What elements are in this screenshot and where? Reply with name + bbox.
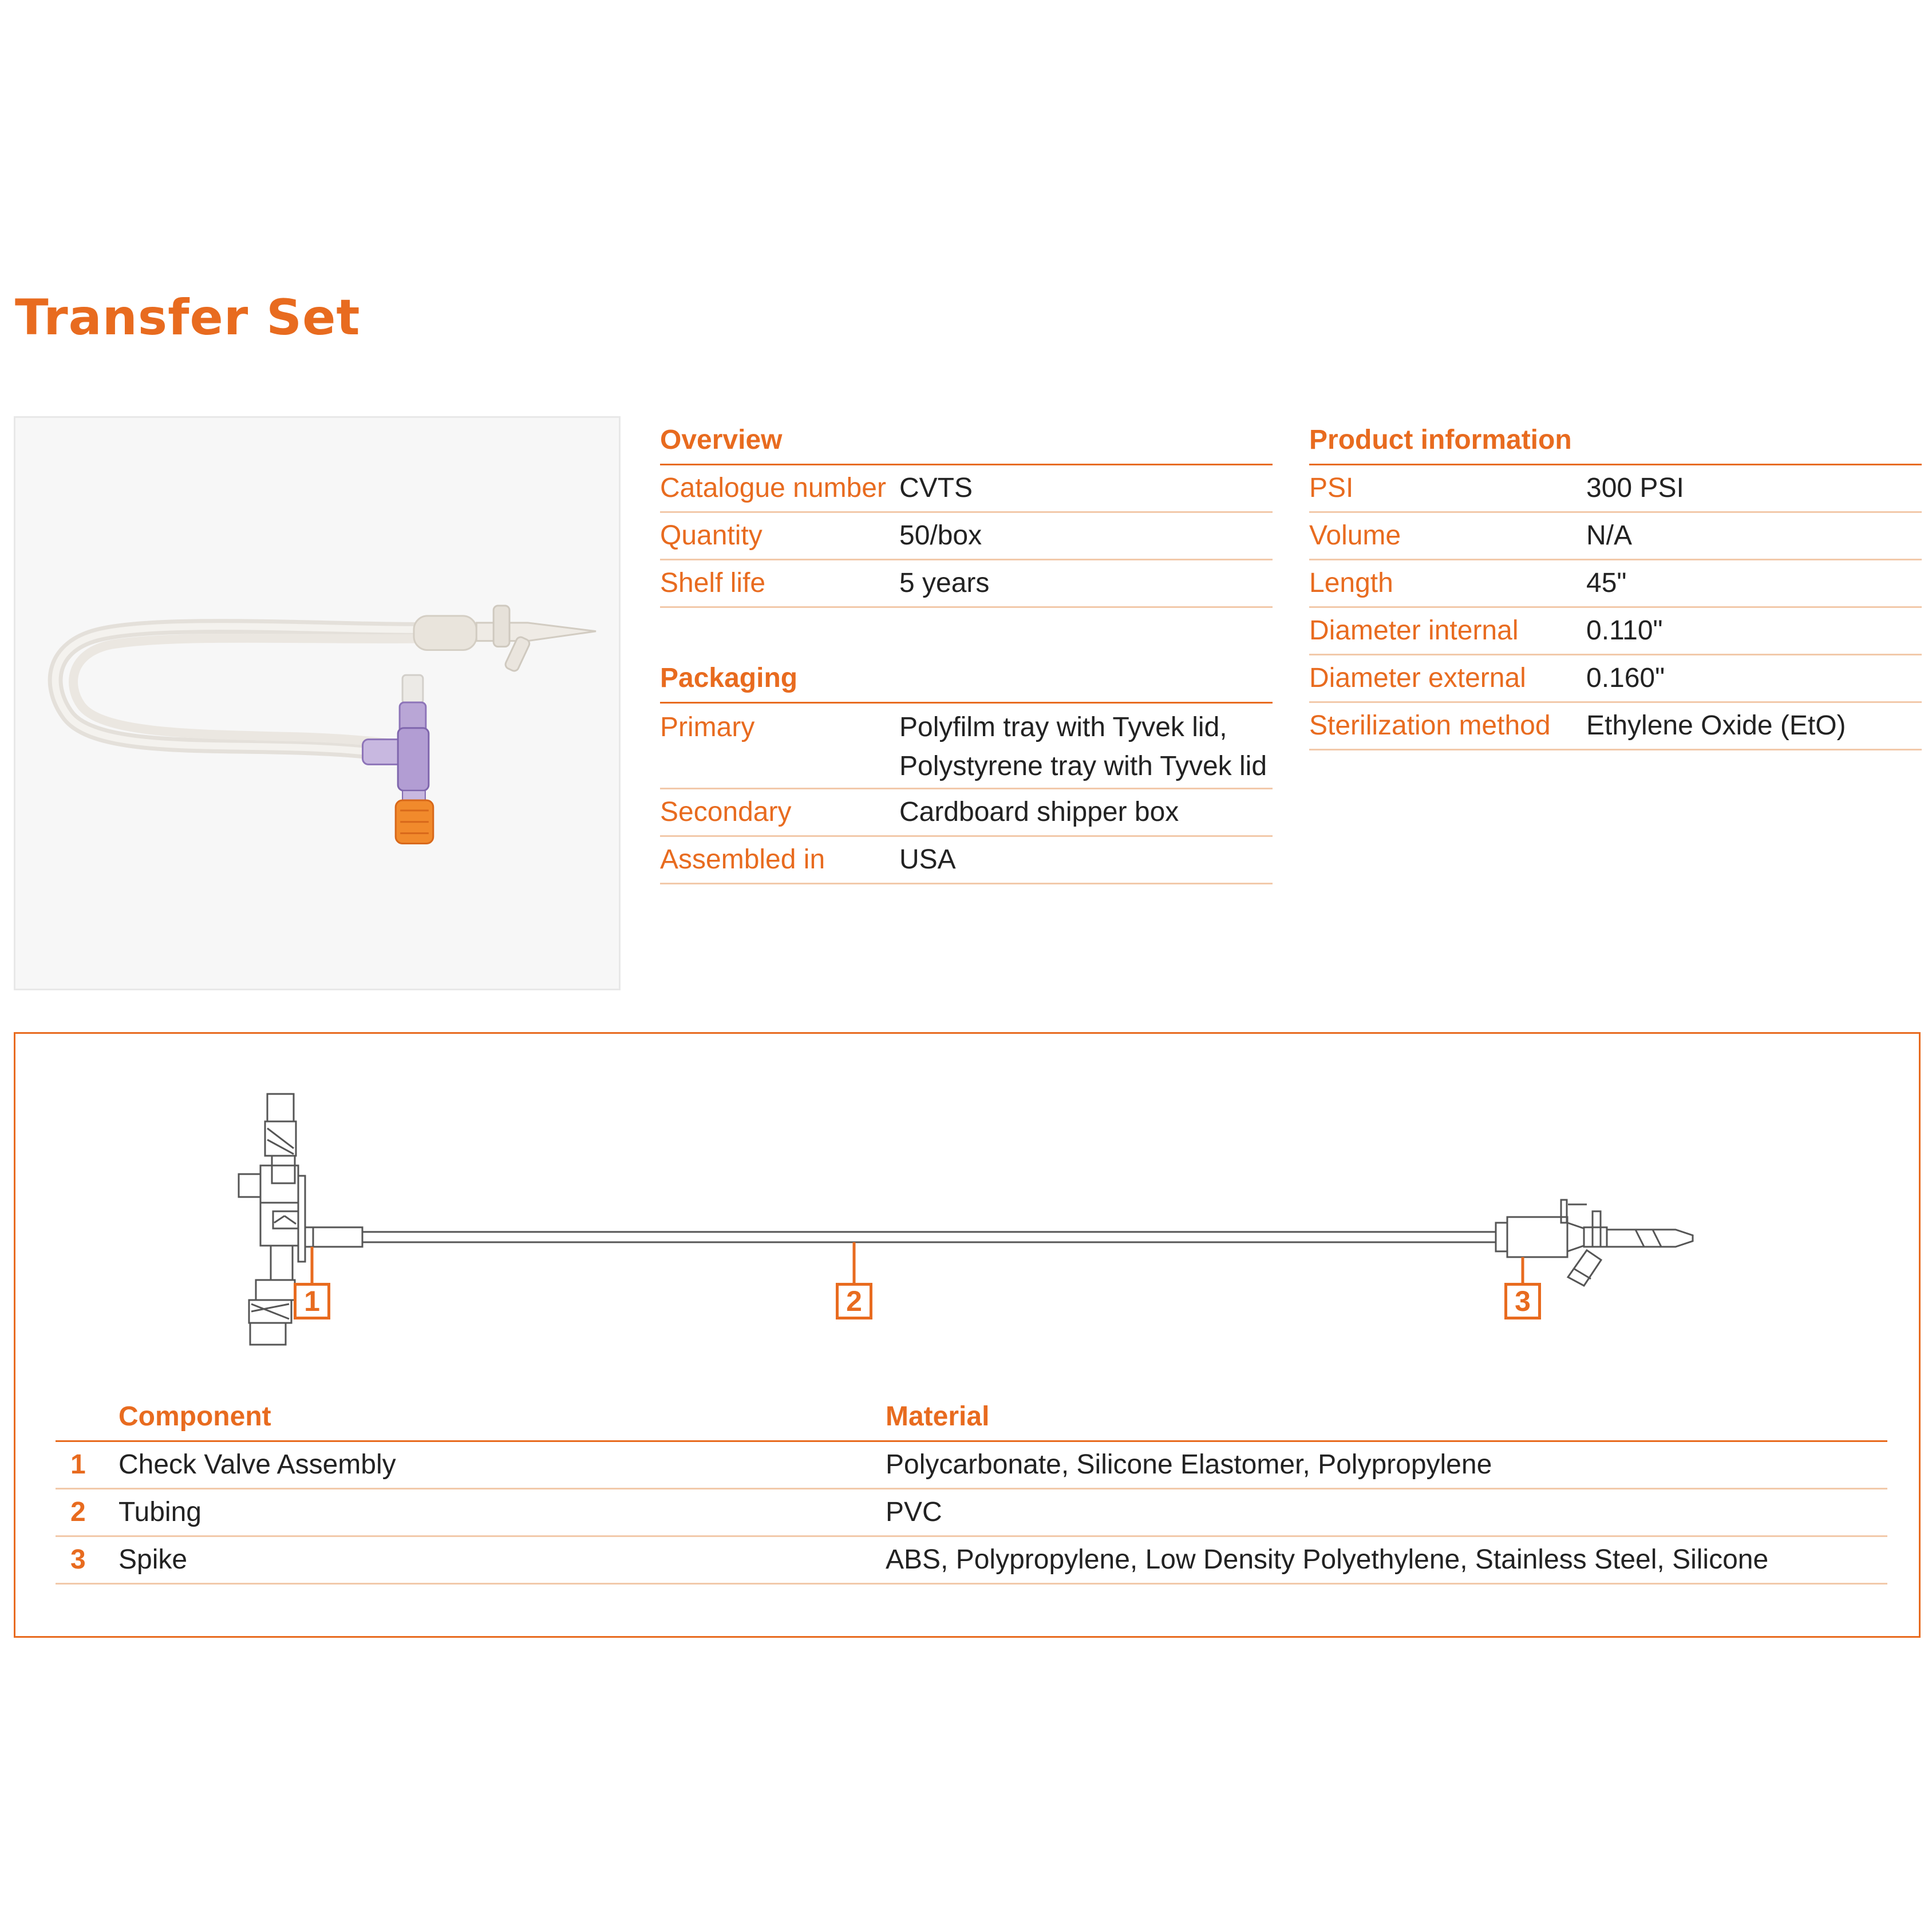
spec-value: USA xyxy=(899,844,956,875)
product-information-table xyxy=(1309,416,1922,750)
material-header: Material xyxy=(886,1401,990,1432)
spec-label: PSI xyxy=(1309,473,1354,503)
spec-label: Diameter external xyxy=(1309,663,1526,693)
component-name: Tubing xyxy=(118,1497,202,1527)
spec-label: Primary xyxy=(660,712,755,742)
spec-value: 45" xyxy=(1586,568,1627,598)
spec-row xyxy=(660,560,1273,608)
spec-label: Length xyxy=(1309,568,1393,598)
product-information-heading: Product information xyxy=(1309,416,1922,465)
component-name: Spike xyxy=(118,1544,188,1575)
spec-row xyxy=(660,704,1273,789)
component-number: 1 xyxy=(70,1449,86,1480)
spec-value: N/A xyxy=(1586,520,1633,551)
spec-label: Assembled in xyxy=(660,844,825,875)
spec-label: Quantity xyxy=(660,520,762,551)
table-row xyxy=(56,1537,1887,1585)
spec-row xyxy=(660,513,1273,560)
component-number: 3 xyxy=(70,1544,86,1575)
component-number: 2 xyxy=(70,1497,86,1527)
overview-heading: Overview xyxy=(660,416,1273,465)
spec-value: 0.160" xyxy=(1586,663,1665,693)
component-header: Component xyxy=(118,1401,271,1432)
callout-1: 1 xyxy=(294,1283,330,1319)
spec-row xyxy=(1309,608,1922,655)
packaging-table xyxy=(660,654,1273,884)
spec-row xyxy=(660,789,1273,837)
spec-row xyxy=(1309,560,1922,608)
component-material: PVC xyxy=(886,1497,942,1527)
page-title: Transfer Set xyxy=(15,289,361,346)
spec-label: Diameter internal xyxy=(1309,615,1519,646)
spec-label: Volume xyxy=(1309,520,1401,551)
table-row xyxy=(56,1490,1887,1537)
header-spacer xyxy=(56,1393,118,1440)
spec-row xyxy=(660,837,1273,884)
component-material-table xyxy=(56,1393,1887,1585)
spec-row xyxy=(1309,655,1922,703)
spec-value: 50/box xyxy=(899,520,982,551)
spec-value: 300 PSI xyxy=(1586,473,1684,503)
product-photo xyxy=(14,416,621,990)
overview-table xyxy=(660,416,1273,608)
table-row xyxy=(56,1442,1887,1490)
spec-label: Secondary xyxy=(660,797,792,827)
spec-label: Catalogue number xyxy=(660,473,886,503)
packaging-heading: Packaging xyxy=(660,654,1273,704)
component-name: Check Valve Assembly xyxy=(118,1449,396,1480)
table-header-row xyxy=(56,1393,1887,1442)
component-material: Polycarbonate, Silicone Elastomer, Polypropylene xyxy=(886,1449,1492,1480)
spec-value-line: Polyfilm tray with Tyvek lid, xyxy=(899,712,1227,742)
spec-value: Ethylene Oxide (EtO) xyxy=(1586,710,1846,741)
spec-row xyxy=(660,465,1273,513)
callout-3: 3 xyxy=(1504,1283,1541,1319)
spec-value: 0.110" xyxy=(1586,615,1663,646)
spec-row xyxy=(1309,513,1922,560)
spec-value: 5 years xyxy=(899,568,990,598)
component-material: ABS, Polypropylene, Low Density Polyethylene, Stainless Steel, Silicone xyxy=(886,1544,1769,1575)
spec-value xyxy=(899,708,1267,788)
spec-label: Sterilization method xyxy=(1309,710,1551,741)
spec-value: CVTS xyxy=(899,473,973,503)
transfer-set-photo-image xyxy=(15,418,619,989)
callout-2: 2 xyxy=(836,1283,872,1319)
component-diagram-panel xyxy=(14,1032,1921,1638)
spec-row xyxy=(1309,703,1922,750)
spec-value: Cardboard shipper box xyxy=(899,797,1179,827)
spec-value-line: Polystyrene tray with Tyvek lid xyxy=(899,751,1267,781)
spec-label: Shelf life xyxy=(660,568,766,598)
spec-row xyxy=(1309,465,1922,513)
